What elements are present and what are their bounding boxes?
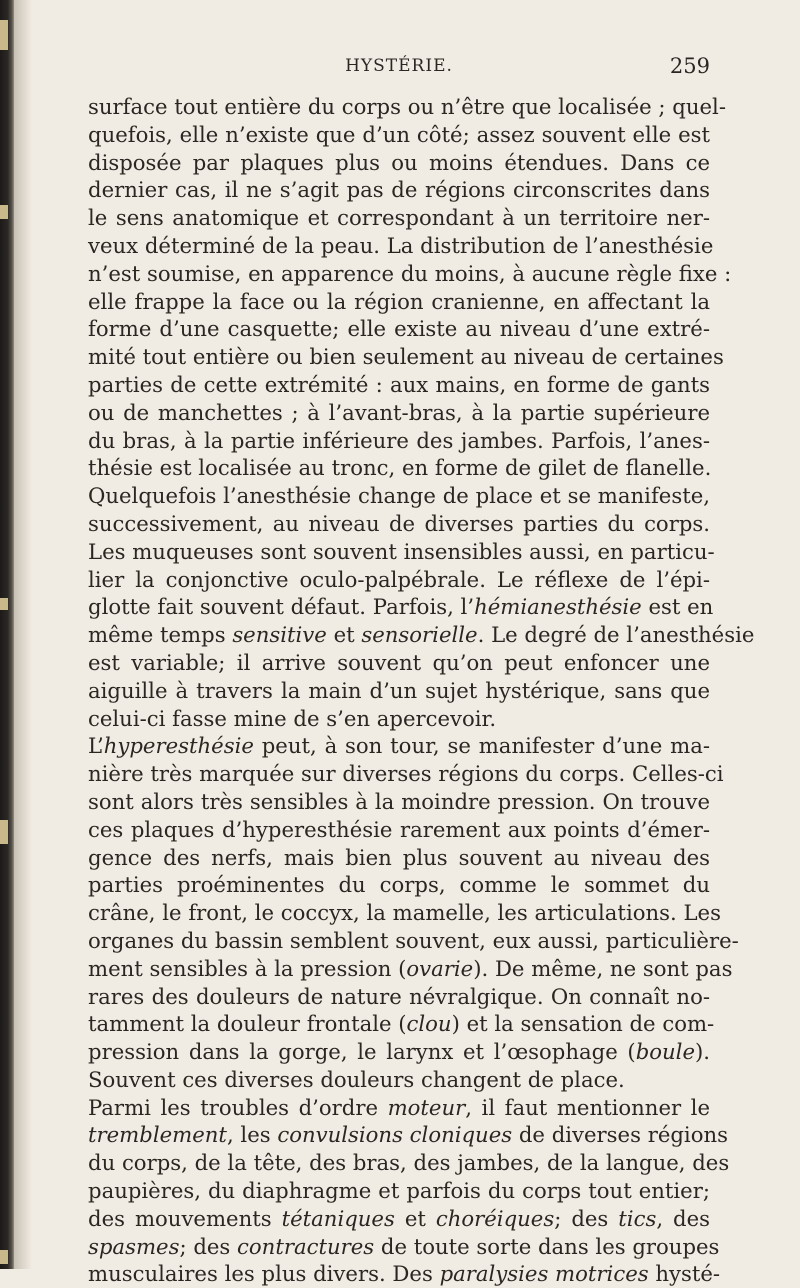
binding-tab [0, 1250, 8, 1264]
text-run: du bras, à la partie inférieure des jambes. Parfois, l’anes- [88, 427, 710, 453]
text-run: le sens anatomique et correspondant à un territoire ner- [88, 205, 710, 231]
text-line [88, 649, 710, 677]
text-line [88, 1233, 720, 1261]
text-run: ; des [554, 1205, 619, 1231]
text-line [88, 816, 710, 844]
text-line [88, 955, 733, 983]
italic-term: spasmes [88, 1233, 180, 1259]
text-run: musculaires les plus divers. Des [88, 1261, 440, 1287]
text-run: ; des [179, 1233, 238, 1259]
text-line [88, 315, 710, 343]
text-line [88, 1010, 715, 1038]
text-run: est en [641, 594, 714, 620]
page-gutter-shadow [14, 0, 32, 1269]
text-line [88, 176, 710, 204]
text-run: , des [656, 1205, 710, 1231]
text-run: Les muqueuses sont souvent insensibles aussi, en particu- [88, 538, 715, 564]
text-run: des mouvements [88, 1205, 282, 1231]
italic-term: tics [618, 1205, 657, 1231]
text-line [88, 1205, 710, 1233]
text-line [88, 677, 710, 705]
text-line [88, 593, 714, 621]
text-line [88, 538, 715, 566]
text-run: dernier cas, il ne s’agit pas de régions circonscrites dans [88, 177, 710, 203]
text-run: successivement, au niveau de diverses parties du corps. [88, 510, 710, 536]
text-line [88, 1066, 710, 1094]
page-number: 259 [669, 54, 710, 78]
text-run: de diverses régions [512, 1122, 728, 1148]
text-run: glotte fait souvent défaut. Parfois, l’ [88, 594, 475, 620]
text-run: et [394, 1205, 436, 1231]
text-run: peut, à son tour, se manifester d’une ma- [253, 733, 710, 759]
italic-term: sensorielle [361, 622, 478, 648]
italic-term: choréiques [435, 1205, 555, 1231]
text-run: nière très marquée sur diverses régions du corps. Celles-ci [88, 761, 724, 787]
text-run: ces plaques d’hyperesthésie rarement aux points d’émer- [88, 816, 710, 842]
text-run: ou de manchettes ; à l’avant-bras, à la partie supérieure [88, 399, 710, 425]
text-run: gence des nerfs, mais bien plus souvent au niveau des [88, 844, 710, 870]
text-run: ). [694, 1039, 710, 1065]
text-line [88, 288, 710, 316]
text-line [88, 149, 710, 177]
text-run: organes du bassin semblent souvent, eux aussi, particulière- [88, 927, 739, 953]
text-line [88, 871, 710, 899]
binding-tab [0, 205, 8, 219]
text-line [88, 260, 732, 288]
text-run: rares des douleurs de nature névralgique. On connaît no- [88, 983, 710, 1009]
text-line [88, 705, 710, 733]
text-line [88, 204, 710, 232]
text-run: même temps [88, 622, 233, 648]
text-line [88, 983, 710, 1011]
text-line [88, 1177, 710, 1205]
page-header [88, 56, 710, 86]
text-line [88, 427, 710, 455]
text-run: L’ [88, 733, 104, 759]
text-run: parties de cette extrémité : aux mains, en forme de gants [88, 371, 710, 397]
text-line [88, 1038, 710, 1066]
text-run: du corps, de la tête, des bras, des jambes, de la langue, des [88, 1150, 730, 1176]
italic-term: clou [406, 1011, 452, 1037]
text-line [88, 621, 755, 649]
text-line [88, 93, 726, 121]
text-line [88, 844, 710, 872]
italic-term: ovarie [406, 955, 474, 981]
text-run: parties proéminentes du corps, comme le sommet du [88, 872, 710, 898]
text-run: veux déterminé de la peau. La distribution de l’anesthésie [88, 232, 714, 258]
text-run: hysté- [648, 1261, 721, 1287]
text-line [88, 566, 710, 594]
text-run: , les [226, 1122, 278, 1148]
italic-term: paralysies motrices [439, 1261, 649, 1287]
text-run: pression dans la gorge, le larynx et l’œsophage ( [88, 1039, 636, 1065]
text-run: et [326, 622, 362, 648]
text-run: tamment la douleur frontale ( [88, 1011, 407, 1037]
binding-tab [0, 20, 8, 50]
text-line [88, 399, 710, 427]
text-run: , il faut mentionner le [465, 1094, 710, 1120]
italic-term: contractures [237, 1233, 375, 1259]
text-line [88, 788, 710, 816]
text-run: de toute sorte dans les groupes [374, 1233, 720, 1259]
text-line [88, 1149, 730, 1177]
italic-term: sensitive [232, 622, 327, 648]
text-run: ment sensibles à la pression ( [88, 955, 407, 981]
text-run: . Le degré de l’anesthésie [477, 622, 755, 648]
text-run: ). De même, ne sont pas [473, 955, 733, 981]
binding-tab [0, 598, 8, 610]
text-run: forme d’une casquette; elle existe au niveau d’une extré- [88, 316, 710, 342]
text-run: est variable; il arrive souvent qu’on peut enfoncer une [88, 649, 710, 675]
text-run: paupières, du diaphragme et parfois du corps tout entier; [88, 1178, 710, 1204]
text-line [88, 760, 724, 788]
text-line [88, 121, 710, 149]
text-line [88, 454, 710, 482]
text-run: quefois, elle n’existe que d’un côté; assez souvent elle est [88, 121, 710, 147]
text-run: Souvent ces diverses douleurs changent de place. [88, 1066, 625, 1092]
italic-term: tremblement [88, 1122, 227, 1148]
text-line [88, 1260, 721, 1288]
text-line [88, 1094, 710, 1122]
text-run: thésie est localisée au tronc, en forme de gilet de flanelle. [88, 455, 712, 481]
text-run: lier la conjonctive oculo-palpébrale. Le réflexe de l’épi- [88, 566, 710, 592]
text-run: aiguille à travers la main d’un sujet hystérique, sans que [88, 677, 710, 703]
text-line [88, 899, 721, 927]
text-line [88, 510, 710, 538]
italic-term: moteur [387, 1094, 466, 1120]
book-binding [0, 0, 14, 1269]
text-line [88, 927, 739, 955]
italic-term: hémianesthésie [474, 594, 642, 620]
text-run: ) et la sensation de com- [451, 1011, 715, 1037]
text-line [88, 732, 710, 760]
text-run: mité tout entière ou bien seulement au niveau de certaines [88, 344, 724, 370]
text-run: elle frappe la face ou la région cranienne, en affectant la [88, 288, 710, 314]
text-run: celui-ci fasse mine de s’en apercevoir. [88, 705, 497, 731]
binding-tab [0, 820, 8, 844]
text-run: surface tout entière du corps ou n’être que localisée ; quel- [88, 94, 726, 119]
italic-term: hyperesthésie [103, 733, 254, 759]
italic-term: tétaniques [281, 1205, 395, 1231]
italic-term: convulsions cloniques [277, 1122, 513, 1148]
text-run: Parmi les troubles d’ordre [88, 1094, 388, 1120]
text-line [88, 1121, 728, 1149]
text-run: sont alors très sensibles à la moindre pression. On trouve [88, 788, 710, 814]
body-text [88, 93, 755, 1288]
text-line [88, 371, 710, 399]
running-title: HYSTÉRIE. [345, 56, 453, 76]
italic-term: boule [635, 1039, 695, 1065]
text-run: n’est soumise, en apparence du moins, à aucune règle fixe : [88, 260, 732, 286]
text-run: disposée par plaques plus ou moins étendues. Dans ce [88, 149, 710, 175]
text-line [88, 232, 714, 260]
text-line [88, 482, 710, 510]
text-run: Quelquefois l’anesthésie change de place et se manifeste, [88, 483, 710, 509]
text-run: crâne, le front, le coccyx, la mamelle, les articulations. Les [88, 900, 721, 926]
text-line [88, 343, 724, 371]
